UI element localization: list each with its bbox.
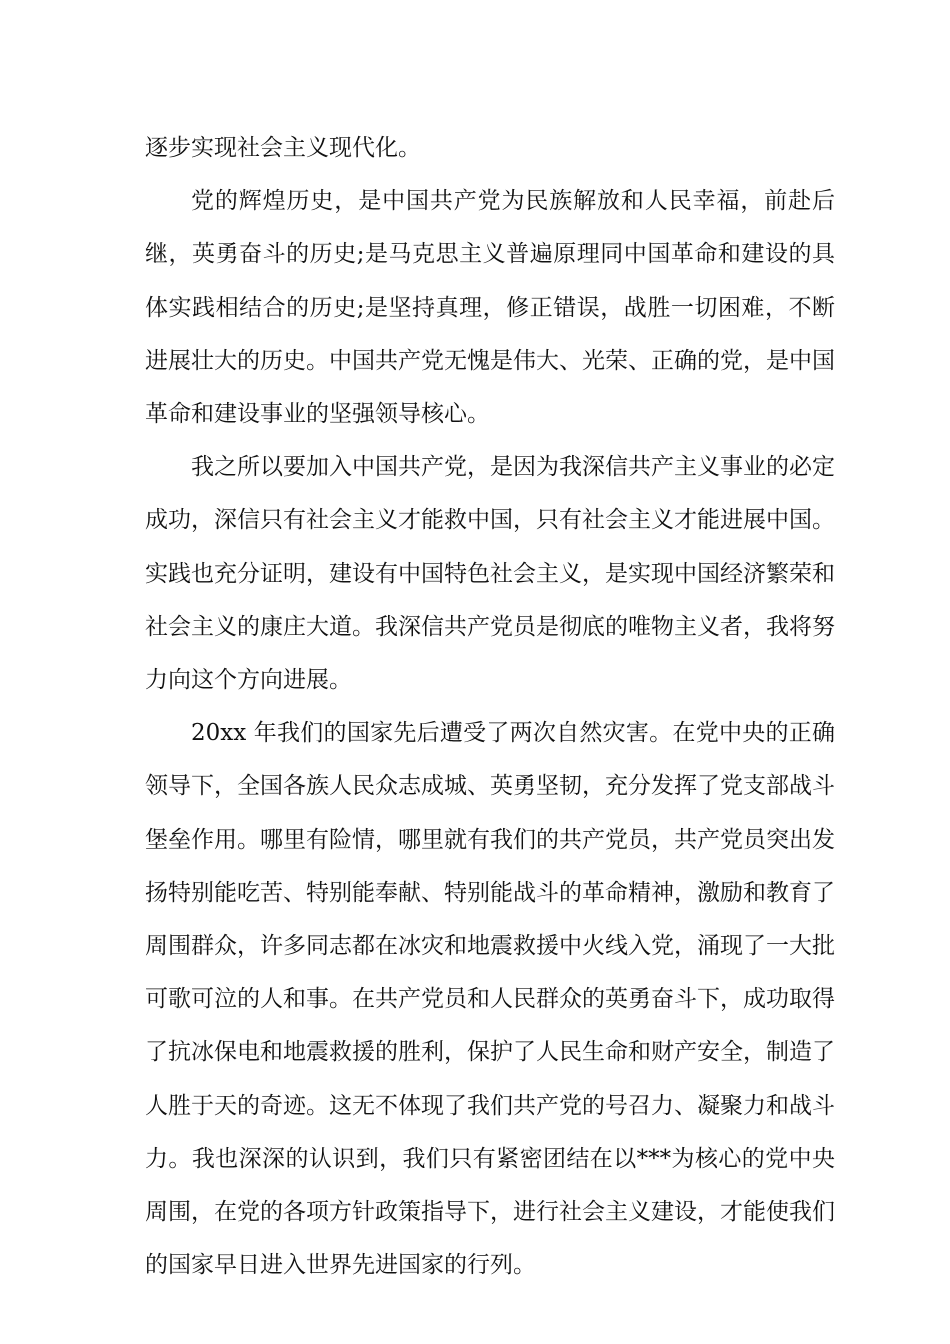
paragraph-reason-for-joining: 我之所以要加入中国共产党，是因为我深信共产主义事业的必定成功，深信只有社会主义才能救中国，只有社会主义才能进展中国。实践也充分证明，建设有中国特色社会主义，是实现中国经济繁荣和社会主义的康庄大道。我深信共产党员是彻底的唯物主义者，我将努力向这个方向进展。 [145, 454, 835, 694]
paragraph-party-history: 党的辉煌历史，是中国共产党为民族解放和人民幸福，前赴后继，英勇奋斗的历史;是马克思主义普遍原理同中国革命和建设的具体实践相结合的历史;是坚持真理，修正错误，战胜一切困难，不断进展壮大的历史。中国共产党无愧是伟大、光荣、正确的党，是中国革命和建设事业的坚强领导核心。 [145, 188, 835, 428]
paragraph-disaster-relief: 20xx 年我们的国家先后遭受了两次自然灾害。在党中央的正确领导下，全国各族人民众志成城、英勇坚韧，充分发挥了党支部战斗堡垒作用。哪里有险情，哪里就有我们的共产党员，共产党员突出发扬特别能吃苦、特别能奉献、特别能战斗的革命精神，激励和教育了周围群众，许多同志都在冰灾和地震救援中火线入党，涌现了一大批可歌可泣的人和事。在共产党员和人民群众的英勇奋斗下，成功取得了抗冰保电和地震救援的胜利，保护了人民生命和财产安全，制造了人胜于天的奇迹。这无不体现了我们共产党的号召力、凝聚力和战斗力。我也深深的认识到，我们只有紧密团结在以***为核心的党中央周围，在党的各项方针政策指导下，进行社会主义建设，才能使我们的国家早日进入世界先进国家的行列。 [145, 720, 835, 1279]
paragraph-continuation: 逐步实现社会主义现代化。 [145, 135, 421, 161]
document-body [145, 122, 835, 1292]
